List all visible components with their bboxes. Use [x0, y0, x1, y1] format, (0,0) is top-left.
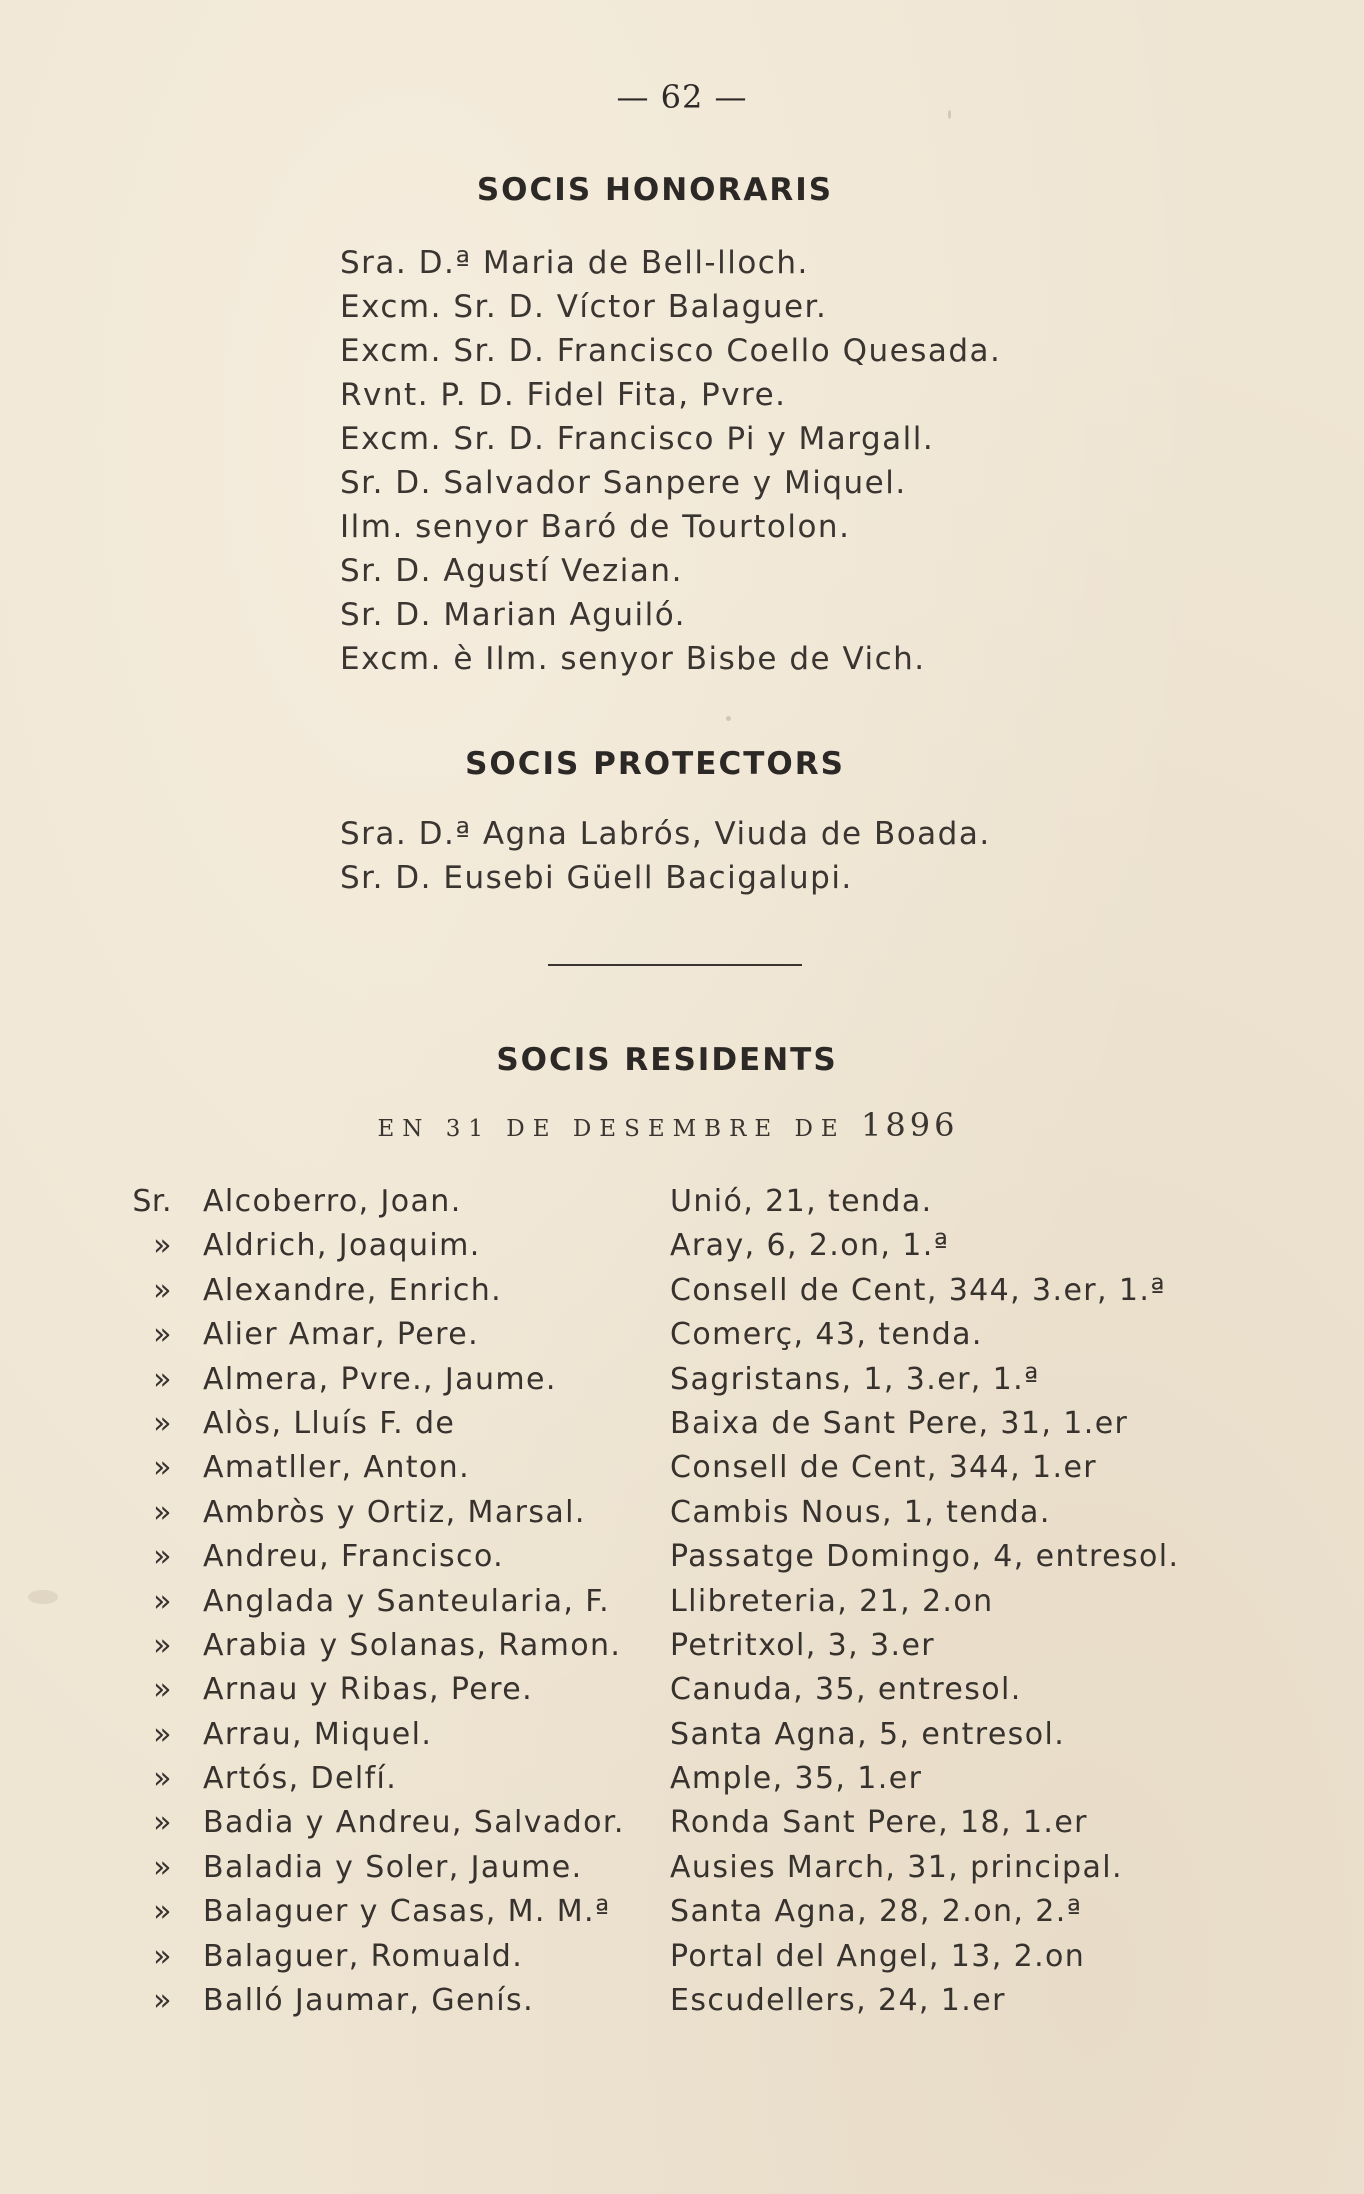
- member-prefix: »: [153, 1805, 172, 1841]
- member-address: Consell de Cent, 344, 1.er: [670, 1450, 1098, 1486]
- page-number: — 62 —: [616, 78, 748, 116]
- member-prefix: »: [153, 1938, 172, 1974]
- member-name: Aldrich, Joaquim.: [203, 1228, 481, 1264]
- table-row: [0, 1580, 1364, 1624]
- honoraris-entry: Sr. D. Marian Aguiló.: [340, 597, 686, 633]
- member-prefix: »: [153, 1228, 172, 1264]
- honoraris-entry: Excm. Sr. D. Francisco Coello Quesada.: [340, 333, 1002, 369]
- table-row: [0, 1846, 1364, 1890]
- member-prefix: »: [153, 1361, 172, 1397]
- table-row: [0, 1269, 1364, 1313]
- table-row: [0, 1224, 1364, 1268]
- member-address: Ronda Sant Pere, 18, 1.er: [670, 1805, 1088, 1841]
- table-row: [0, 1624, 1364, 1668]
- table-row: [0, 1358, 1364, 1402]
- member-address: Consell de Cent, 344, 3.er, 1.ª: [670, 1272, 1166, 1308]
- protectors-entry: Sra. D.ª Agna Labrós, Viuda de Boada.: [340, 816, 991, 852]
- member-prefix: »: [153, 1627, 172, 1663]
- member-address: Cambis Nous, 1, tenda.: [670, 1494, 1051, 1530]
- member-prefix: »: [153, 1539, 172, 1575]
- member-name: Alier Amar, Pere.: [203, 1317, 480, 1353]
- member-name: Arabia y Solanas, Ramon.: [203, 1627, 622, 1663]
- member-address: Aray, 6, 2.on, 1.ª: [670, 1228, 950, 1264]
- table-row: [0, 1313, 1364, 1357]
- member-address: Baixa de Sant Pere, 31, 1.er: [670, 1405, 1129, 1441]
- member-prefix: »: [153, 1849, 172, 1885]
- table-row: [0, 1668, 1364, 1712]
- member-address: Portal del Angel, 13, 2.on: [670, 1938, 1086, 1974]
- member-name: Balaguer y Casas, M. M.ª: [203, 1894, 611, 1930]
- member-name: Amatller, Anton.: [203, 1450, 471, 1486]
- paper-speck: [948, 110, 951, 119]
- table-row: [0, 1801, 1364, 1845]
- member-prefix: »: [153, 1405, 172, 1441]
- member-name: Andreu, Francisco.: [203, 1539, 505, 1575]
- member-address: Ample, 35, 1.er: [670, 1761, 923, 1797]
- protectors-entry: Sr. D. Eusebi Güell Bacigalupi.: [340, 860, 853, 896]
- member-name: Alcoberro, Joan.: [203, 1184, 462, 1219]
- section-divider: [548, 964, 802, 966]
- member-prefix: »: [153, 1761, 172, 1797]
- honoraris-entry: Excm. Sr. D. Francisco Pi y Margall.: [340, 421, 935, 457]
- member-name: Arnau y Ribas, Pere.: [203, 1672, 534, 1708]
- member-prefix: Sr.: [132, 1184, 172, 1219]
- heading-socis-residents: SOCIS RESIDENTS: [496, 1042, 838, 1078]
- honoraris-entry: Rvnt. P. D. Fidel Fita, Pvre.: [340, 377, 787, 413]
- member-name: Balló Jaumar, Genís.: [203, 1983, 535, 2019]
- member-name: Baladia y Soler, Jaume.: [203, 1849, 583, 1885]
- member-prefix: »: [153, 1494, 172, 1530]
- table-row: [0, 1713, 1364, 1757]
- honoraris-list: [340, 241, 1001, 681]
- member-address: Sagristans, 1, 3.er, 1.ª: [670, 1361, 1040, 1397]
- table-row: [0, 1180, 1364, 1224]
- member-address: Escudellers, 24, 1.er: [670, 1983, 1006, 2019]
- honoraris-entry: Sr. D. Salvador Sanpere y Miquel.: [340, 465, 907, 501]
- member-name: Alòs, Lluís F. de: [203, 1405, 456, 1441]
- member-name: Anglada y Santeularia, F.: [203, 1583, 611, 1619]
- member-address: Llibreteria, 21, 2.on: [670, 1583, 994, 1619]
- member-prefix: »: [153, 1272, 172, 1308]
- member-name: Almera, Pvre., Jaume.: [203, 1361, 557, 1397]
- paper-speck: [726, 716, 731, 721]
- member-address: Passatge Domingo, 4, entresol.: [670, 1539, 1180, 1575]
- honoraris-entry: Excm. Sr. D. Víctor Balaguer.: [340, 289, 828, 325]
- protectors-list: [340, 812, 991, 900]
- member-prefix: »: [153, 1450, 172, 1486]
- member-name: Balaguer, Romuald.: [203, 1938, 524, 1974]
- member-prefix: »: [153, 1583, 172, 1619]
- member-name: Arrau, Miquel.: [203, 1716, 433, 1752]
- table-row: [0, 1935, 1364, 1979]
- table-row: [0, 1535, 1364, 1579]
- table-row: [0, 1757, 1364, 1801]
- member-address: Canuda, 35, entresol.: [670, 1672, 1022, 1708]
- member-name: Ambròs y Ortiz, Marsal.: [203, 1494, 586, 1530]
- member-prefix: »: [153, 1672, 172, 1708]
- member-prefix: »: [153, 1894, 172, 1930]
- residents-date-line: [0, 1106, 1336, 1144]
- member-name: Artós, Delfí.: [203, 1761, 398, 1797]
- residents-table: [0, 1180, 1364, 2023]
- member-name: Badia y Andreu, Salvador.: [203, 1805, 625, 1841]
- member-address: Ausies March, 31, principal.: [670, 1849, 1123, 1885]
- table-row: [0, 1402, 1364, 1446]
- heading-socis-honoraris: SOCIS HONORARIS: [476, 172, 834, 208]
- table-row: [0, 1491, 1364, 1535]
- honoraris-entry: Excm. è Ilm. senyor Bisbe de Vich.: [340, 641, 926, 677]
- residents-date-year: 1896: [861, 1106, 959, 1144]
- paper-speck: [28, 1590, 58, 1604]
- member-address: Santa Agna, 28, 2.on, 2.ª: [670, 1894, 1083, 1930]
- table-row: [0, 1446, 1364, 1490]
- member-address: Santa Agna, 5, entresol.: [670, 1716, 1066, 1752]
- member-address: Petritxol, 3, 3.er: [670, 1627, 936, 1663]
- honoraris-entry: Sr. D. Agustí Vezian.: [340, 553, 683, 589]
- member-prefix: »: [153, 1317, 172, 1353]
- member-prefix: »: [153, 1983, 172, 2019]
- residents-date-text: EN 31 DE DESEMBRE DE: [377, 1116, 846, 1142]
- honoraris-entry: Ilm. senyor Baró de Tourtolon.: [340, 509, 851, 545]
- member-address: Comerç, 43, tenda.: [670, 1317, 983, 1353]
- member-address: Unió, 21, tenda.: [670, 1184, 933, 1219]
- table-row: [0, 1890, 1364, 1934]
- member-prefix: »: [153, 1716, 172, 1752]
- table-row: [0, 1979, 1364, 2023]
- heading-socis-protectors: SOCIS PROTECTORS: [465, 746, 845, 782]
- honoraris-entry: Sra. D.ª Maria de Bell-lloch.: [340, 245, 809, 281]
- member-name: Alexandre, Enrich.: [203, 1272, 503, 1308]
